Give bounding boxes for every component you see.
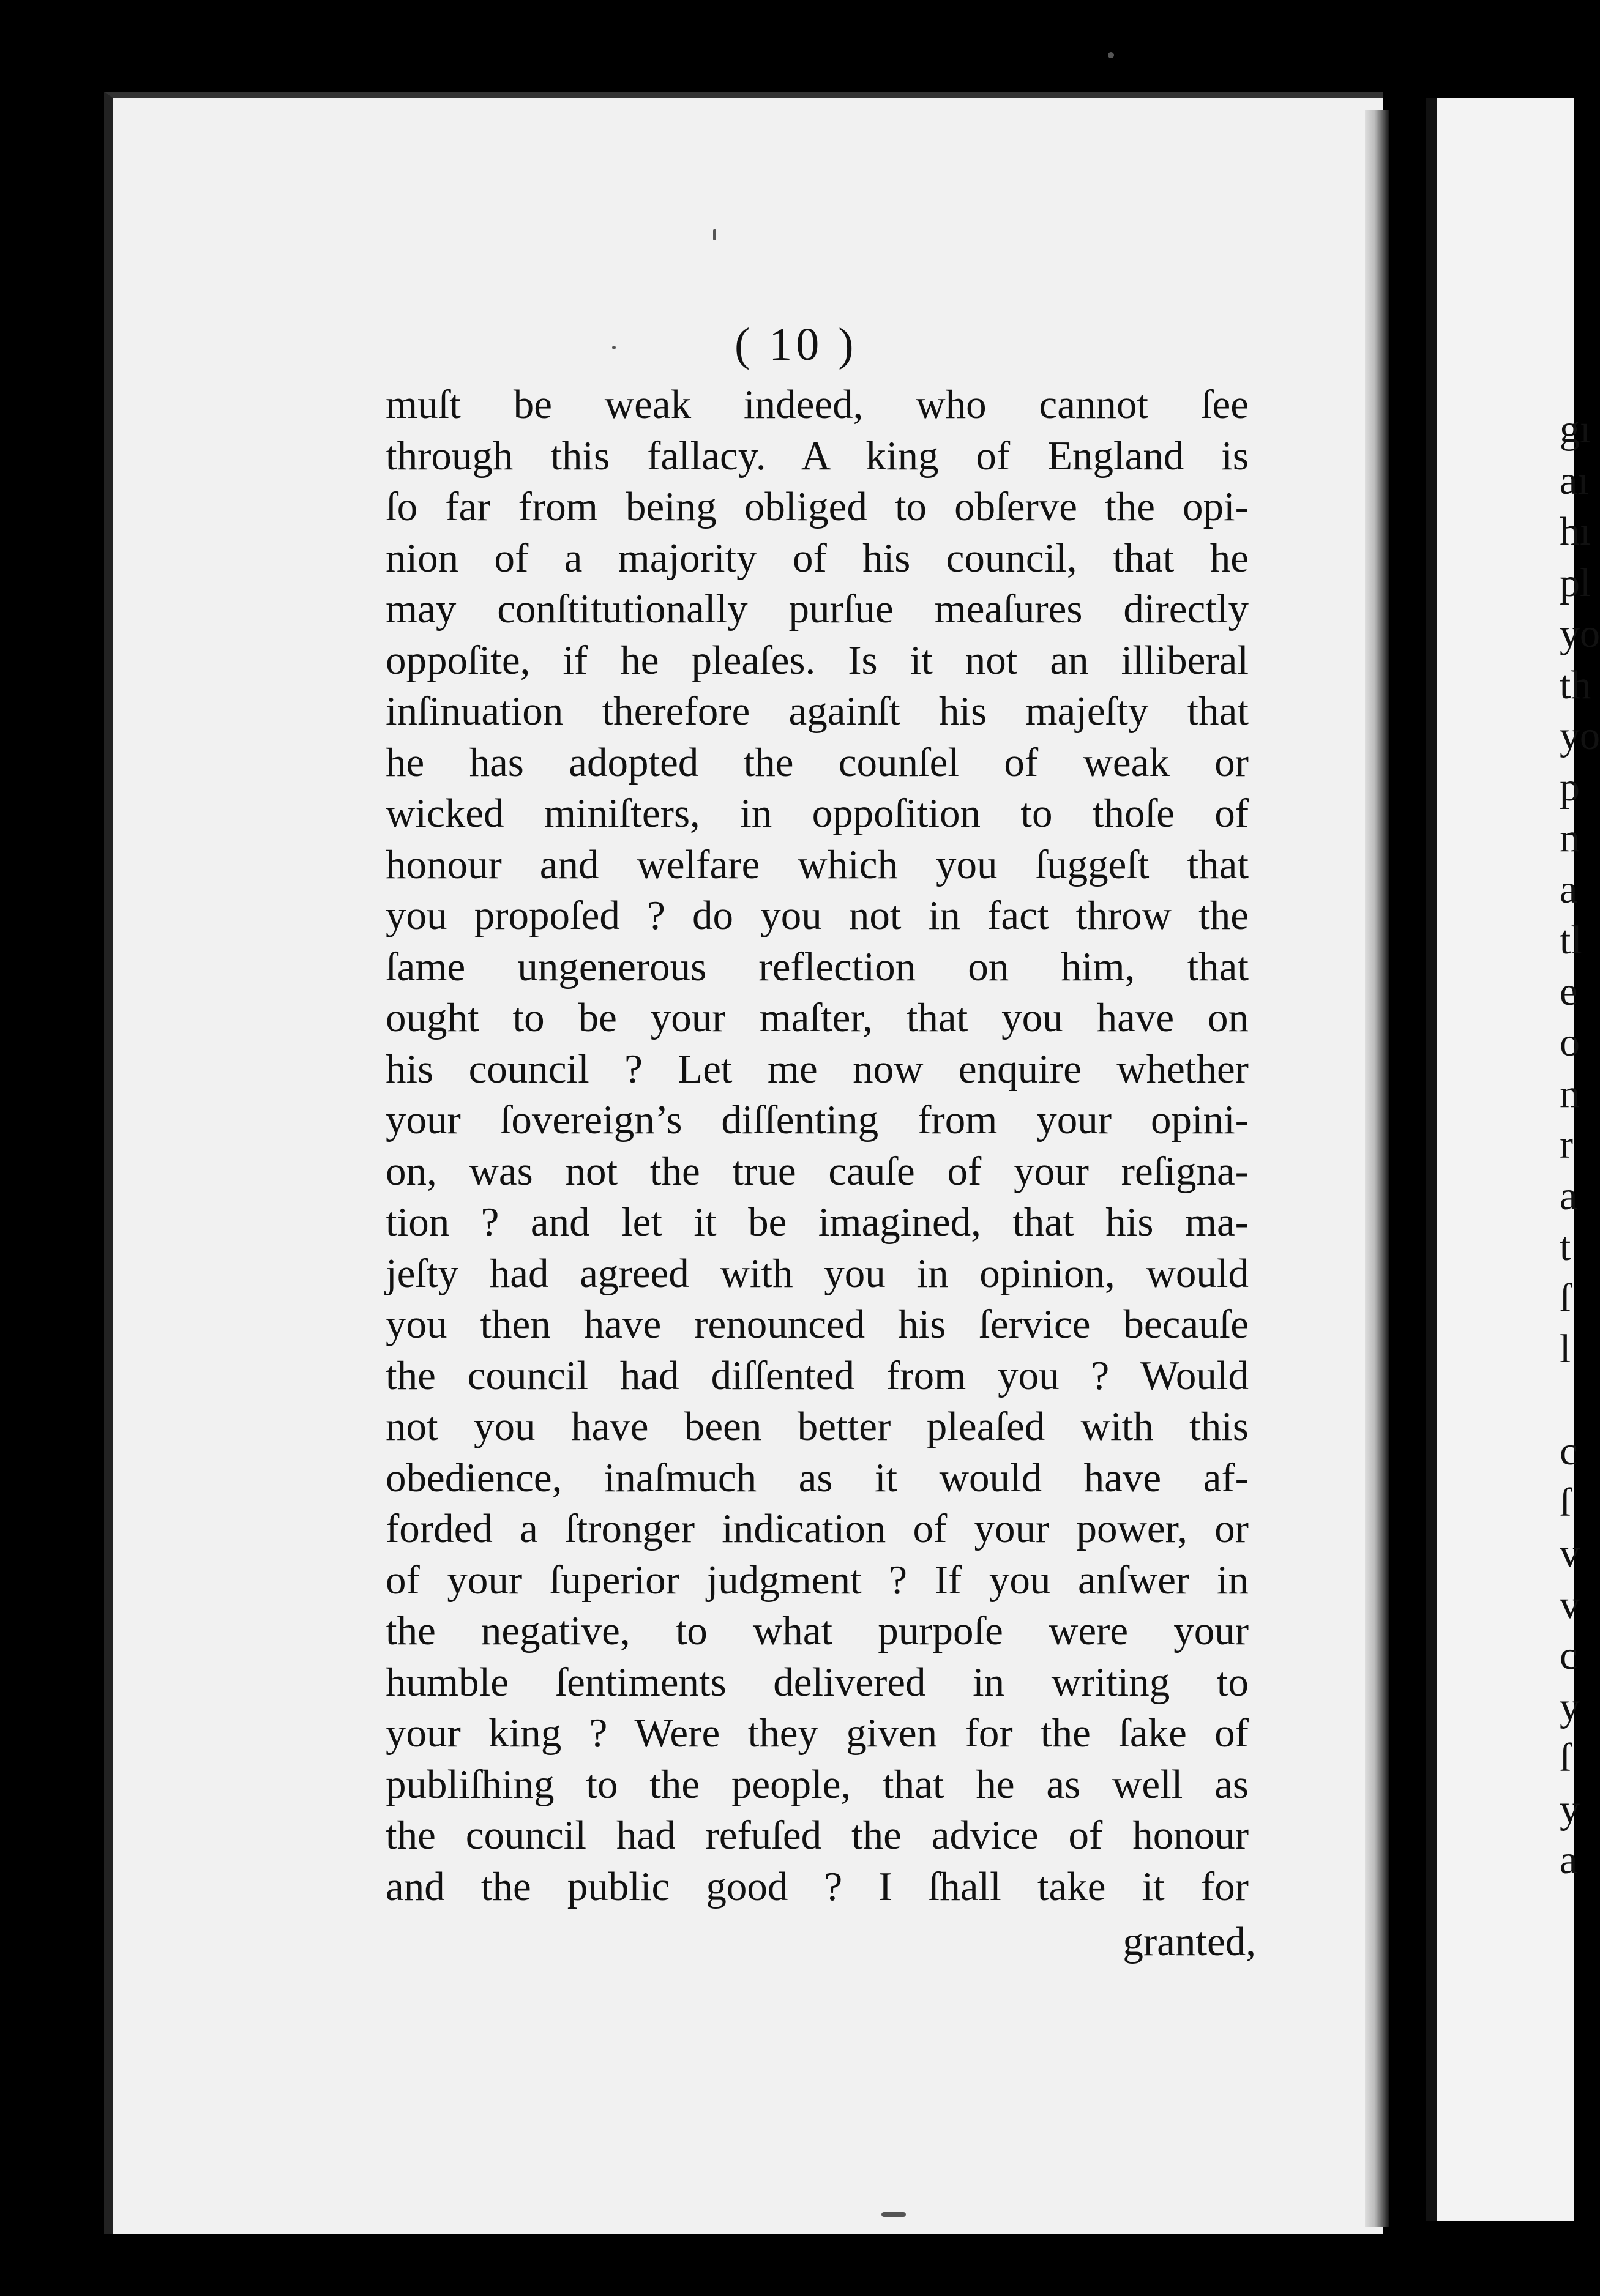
- text-line: the council had refuſed the advice of honour: [386, 1813, 1249, 1858]
- text-line: inſinuation therefore againſt his majeſty that: [386, 688, 1249, 734]
- facing-line-start: n: [1560, 816, 1580, 860]
- text-line: muſt be weak indeed, who cannot ſee: [386, 382, 1249, 427]
- text-line: may conſtitutionally purſue meaſures directly: [386, 586, 1249, 632]
- facing-line-start: ſ: [1560, 1275, 1571, 1321]
- ink-speck: [881, 2212, 906, 2217]
- ink-speck: [1108, 52, 1114, 58]
- facing-line-start: p: [1560, 764, 1580, 810]
- facing-line-start: hı: [1560, 509, 1591, 554]
- page-number-heading: ( 10 ): [735, 319, 858, 370]
- facing-line-start: a: [1560, 867, 1578, 912]
- facing-line-start: a: [1560, 1173, 1578, 1218]
- facing-line-start: c: [1560, 1429, 1578, 1474]
- text-line: the negative, to what purpoſe were your: [386, 1608, 1249, 1653]
- text-line: nion of a majority of his council, that he: [386, 535, 1249, 581]
- text-line: and the public good ? I ſhall take it for: [386, 1863, 1249, 1909]
- facing-line-start: aı: [1560, 458, 1589, 503]
- text-line: on, was not the true cauſe of your reſigna-: [386, 1148, 1249, 1194]
- facing-line-start: v: [1560, 1582, 1580, 1627]
- facing-line-start: gı: [1560, 407, 1591, 452]
- facing-line-start: pl: [1560, 560, 1591, 605]
- facing-line-start: yo: [1560, 714, 1600, 758]
- facing-line-start: tl: [1560, 918, 1582, 963]
- facing-line-start: [1560, 1375, 1600, 1426]
- ink-speck: [612, 346, 616, 349]
- body-text: [386, 379, 1249, 1912]
- text-line: ſo far from being obliged to obſerve the opi-: [386, 484, 1249, 529]
- text-line: of your ſuperior judgment ? If you anſwer in: [386, 1557, 1249, 1603]
- facing-line-start: ſ: [1560, 1480, 1571, 1525]
- facing-line-start: yo: [1560, 611, 1600, 656]
- ink-speck: [713, 229, 716, 240]
- text-line: through this fallacy. A king of England is: [386, 433, 1249, 479]
- text-line: not you have been better pleaſed with this: [386, 1404, 1249, 1449]
- text-line: obedience, inaſmuch as it would have af-: [386, 1455, 1249, 1500]
- facing-line-start: r: [1560, 1122, 1573, 1167]
- text-line: ought to be your maſter, that you have on: [386, 995, 1249, 1040]
- facing-page-edge: [1426, 98, 1600, 2221]
- catchword: granted,: [1123, 1919, 1256, 1964]
- facing-line-start: l: [1560, 1327, 1571, 1371]
- text-line: honour and welfare which you ſuggeſt that: [386, 841, 1249, 887]
- facing-line-start: n: [1560, 1071, 1580, 1116]
- facing-line-start: y: [1560, 1786, 1580, 1832]
- text-line: your king ? Were they given for the ſake of: [386, 1710, 1249, 1756]
- text-line: oppoſite, if he pleaſes. Is it not an illiberal: [386, 637, 1249, 683]
- facing-line-start: t: [1560, 1224, 1571, 1269]
- facing-line-start: v: [1560, 1531, 1580, 1576]
- text-line: publiſhing to the people, that he as well as: [386, 1761, 1249, 1807]
- text-line: wicked miniſters, in oppoſition to thoſe of: [386, 791, 1249, 836]
- facing-line-start: c: [1560, 1633, 1578, 1678]
- text-line: tion ? and let it be imagined, that his ma-: [386, 1199, 1249, 1245]
- text-line: you then have renounced his ſervice becauſe: [386, 1302, 1249, 1347]
- facing-line-start: e: [1560, 969, 1578, 1014]
- text-line: the council had diſſented from you ? Would: [386, 1352, 1249, 1398]
- text-line: forded a ſtronger indication of your power, or: [386, 1506, 1249, 1551]
- text-line: his council ? Let me now enquire whether: [386, 1046, 1249, 1092]
- text-line: your ſovereign’s diſſenting from your opini-: [386, 1097, 1249, 1142]
- text-line: he has adopted the counſel of weak or: [386, 739, 1249, 785]
- facing-line-start: th: [1560, 662, 1591, 707]
- text-line: jeſty had agreed with you in opinion, would: [386, 1250, 1249, 1296]
- facing-line-start: y: [1560, 1684, 1580, 1729]
- facing-line-start: o: [1560, 1020, 1580, 1065]
- text-line: ſame ungenerous reflection on him, that: [386, 944, 1249, 990]
- text-line: you propoſed ? do you not in fact throw the: [386, 893, 1249, 938]
- facing-page-line-starts: [1560, 404, 1600, 1886]
- facing-line-start: ſ: [1560, 1735, 1571, 1780]
- facing-line-start: a: [1560, 1838, 1578, 1882]
- text-line: humble ſentiments delivered in writing to: [386, 1659, 1249, 1705]
